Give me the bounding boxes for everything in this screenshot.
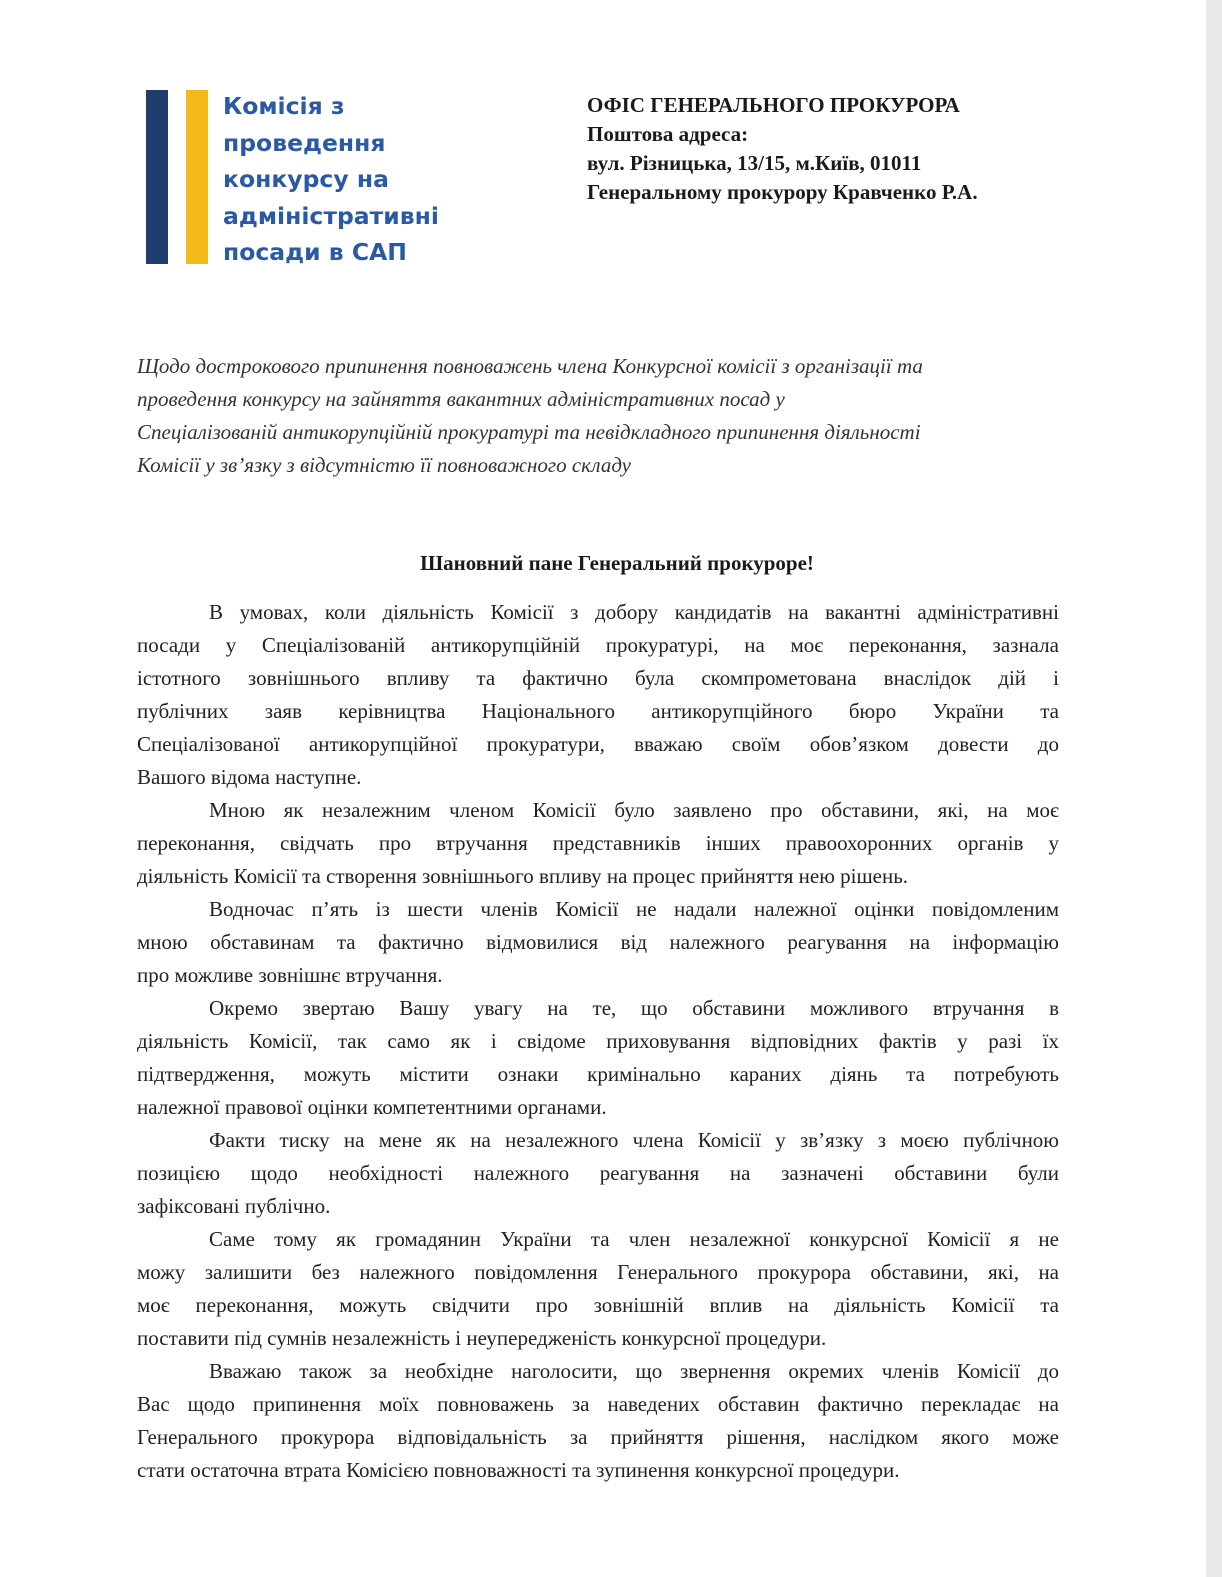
paragraph-line: стати остаточна втрата Комісією повноважності та зупинення конкурсної процедури.	[137, 1458, 900, 1482]
paragraph-line: Спеціалізованої антикорупційної прокуратури, вважаю своїм обов’язком довести до	[137, 732, 1059, 756]
paragraph-line: Вважаю також за необхідне наголосити, що звернення окремих членів Комісії до	[209, 1359, 1059, 1383]
addressee-office: ОФІС ГЕНЕРАЛЬНОГО ПРОКУРОРА	[587, 93, 960, 117]
paragraph-line: про можливе зовнішнє втручання.	[137, 963, 443, 987]
addressee-block	[587, 91, 1187, 207]
paragraph-line: діяльність Комісії, так само як і свідоме приховування відповідних фактів у разі їх	[137, 1029, 1059, 1053]
paragraph-line: Генерального прокурора відповідальність за прийняття рішення, наслідком якого може	[137, 1425, 1059, 1449]
logo-line: посади в САП	[223, 238, 407, 266]
addressee-address: вул. Різницька, 13/15, м.Київ, 01011	[587, 151, 922, 175]
paragraph-line: зафіксовані публічно.	[137, 1194, 331, 1218]
paragraph-line: можу залишити без належного повідомлення Генерального прокурора обставини, які, на	[137, 1260, 1059, 1284]
subject-line: Спеціалізованій антикорупційній прокуратурі та невідкладного припинення діяльності	[137, 420, 921, 444]
commission-logo	[146, 90, 476, 265]
paragraph-line: мною обставинам та фактично відмовилися від належного реагування на інформацію	[137, 930, 1059, 954]
paragraph-line: Факти тиску на мене як на незалежного члена Комісії у зв’язку з моєю публічною	[209, 1128, 1059, 1152]
paragraph-line: підтвердження, можуть містити ознаки кримінально караних діянь та потребують	[137, 1062, 1059, 1086]
paragraph-line: Водночас п’ять із шести членів Комісії не надали належної оцінки повідомленим	[209, 897, 1059, 921]
paragraph-line: Вашого відома наступне.	[137, 765, 362, 789]
paragraph-line: В умовах, коли діяльність Комісії з добору кандидатів на вакантні адміністративні	[209, 600, 1059, 624]
logo-text	[223, 88, 483, 271]
paragraph-line: переконання, свідчать про втручання представників інших правоохоронних органів у	[137, 831, 1059, 855]
paragraph-line: істотного зовнішнього впливу та фактично була скомпрометована внаслідок дій і	[137, 666, 1059, 690]
logo-blue-bar	[146, 90, 168, 264]
paragraph-line: поставити під сумнів незалежність і неупередженість конкурсної процедури.	[137, 1326, 827, 1350]
paragraph-line: Вас щодо припинення моїх повноважень за наведених обставин фактично перекладає на	[137, 1392, 1059, 1416]
logo-line: адміністративні	[223, 201, 439, 230]
body-paragraph	[137, 1124, 1059, 1223]
letter-subject	[137, 350, 1067, 482]
body-paragraph	[137, 893, 1059, 992]
paragraph-line: Мною як незалежним членом Комісії було заявлено про обставини, які, на моє	[209, 798, 1059, 822]
logo-line: конкурсу на	[223, 165, 389, 193]
body-paragraph	[137, 1355, 1059, 1487]
body-paragraph	[137, 794, 1059, 893]
subject-line: Комісії у зв’язку з відсутністю її повноважного складу	[137, 453, 631, 477]
paragraph-line: посади у Спеціалізованій антикорупційній прокуратурі, на моє переконання, зазнала	[137, 633, 1059, 657]
logo-line: проведення	[223, 128, 386, 157]
page-edge-shadow	[1206, 0, 1222, 1577]
subject-line: проведення конкурсу на зайняття вакантних адміністративних посад у	[137, 387, 785, 411]
addressee-postal-label: Поштова адреса:	[587, 122, 749, 146]
logo-line: Комісія з	[223, 92, 345, 120]
addressee-recipient: Генеральному прокурору Кравченко Р.А.	[587, 180, 978, 204]
letter-body	[137, 596, 1059, 1487]
body-paragraph	[137, 1223, 1059, 1355]
paragraph-line: позицією щодо необхідності належного реагування на зазначені обставини були	[137, 1161, 1059, 1185]
body-paragraph	[137, 596, 1059, 794]
paragraph-line: Окремо звертаю Вашу увагу на те, що обставини можливого втручання в	[209, 996, 1059, 1020]
paragraph-line: Саме тому як громадянин України та член незалежної конкурсної Комісії я не	[209, 1227, 1059, 1251]
subject-line: Щодо дострокового припинення повноважень члена Конкурсної комісії з організації та	[137, 354, 923, 378]
paragraph-line: моє переконання, можуть свідчити про зовнішній вплив на діяльність Комісії та	[137, 1293, 1059, 1317]
paragraph-line: діяльність Комісії та створення зовнішнього впливу на процес прийняття нею рішень.	[137, 864, 909, 888]
paragraph-line: публічних заяв керівництва Національного антикорупційного бюро України та	[137, 699, 1059, 723]
salutation: Шановний пане Генеральний прокуроре!	[420, 551, 814, 575]
paragraph-line: належної правової оцінки компетентними органами.	[137, 1095, 607, 1119]
body-paragraph	[137, 992, 1059, 1124]
logo-yellow-bar	[186, 90, 208, 264]
